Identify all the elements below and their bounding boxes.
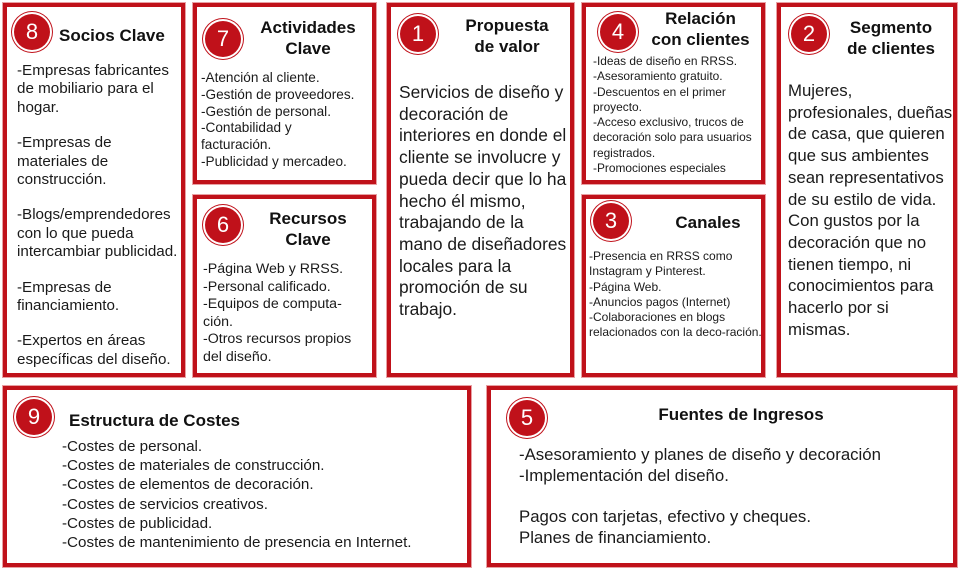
list-item: -Promociones especiales [593, 161, 726, 176]
segmento-clientes-title-line1: Segmento [849, 18, 933, 37]
relacion-clientes-title-line2: con clientes [651, 30, 750, 49]
propuesta-valor-number-badge: 1 [400, 16, 436, 52]
fuentes-ingresos-title: Fuentes de Ingresos [658, 405, 824, 424]
recursos-clave-title [249, 208, 367, 250]
socios-clave-list [17, 62, 183, 369]
relacion-clientes-title-line1: Relación [665, 9, 736, 28]
segmento-clientes-title-line2: de clientes [847, 39, 935, 58]
list-item: -Contabilidad y facturación. [201, 120, 292, 153]
list-item: -Acceso exclusivo, trucos de decoración solo para usuarios registrados. [593, 115, 752, 160]
actividades-clave-list [201, 70, 373, 171]
socios-clave-title: Socios Clave [59, 26, 165, 45]
list-item: -Ideas de diseño en RRSS. [593, 54, 738, 68]
propuesta-valor-box [387, 3, 574, 377]
list-item: -Gestión de proveedores. [201, 86, 355, 102]
propuesta-valor-text: Servicios de diseño y decoración de interiores en donde el cliente se involucre y pueda decir que lo ha hecho él mismo, trabajando de la mano de diseñadores locales para la promoción de su trabajo. [399, 82, 567, 320]
actividades-clave-box [193, 3, 376, 184]
recursos-clave-title-line1: Recursos [269, 209, 347, 228]
actividades-clave-title-line2: Clave [285, 39, 331, 58]
list-item: -Costes de mantenimiento de presencia en Internet. [62, 534, 412, 552]
segmento-clientes-box [777, 3, 957, 377]
recursos-clave-number-badge: 6 [205, 207, 241, 243]
list-item: -Asesoramiento gratuito. [593, 69, 723, 84]
actividades-clave-title-line1: Actividades [260, 18, 356, 37]
recursos-clave-list [203, 261, 371, 366]
list-item: -Costes de servicios creativos. [62, 495, 268, 513]
relacion-clientes-number-badge: 4 [600, 14, 636, 50]
estructura-costes-number-badge: 9 [16, 399, 52, 435]
socios-clave-box [3, 3, 185, 377]
recursos-clave-title-line2: Clave [285, 230, 331, 249]
list-item: -Personal calificado. [203, 278, 331, 295]
estructura-costes-list [62, 437, 468, 552]
canales-number-badge: 3 [593, 203, 629, 239]
propuesta-valor-title [451, 15, 563, 57]
list-item: -Asesoramiento y planes de diseño y decoración [519, 445, 881, 464]
list-item: -Atención al cliente. [201, 70, 320, 85]
list-item: -Empresas de financiamiento. [17, 278, 120, 315]
list-item: -Empresas fabricantes de mobiliario para el hogar. [17, 62, 169, 116]
fuentes-ingresos-number-badge: 5 [509, 400, 545, 436]
list-item: -Costes de materiales de construcción. [62, 457, 325, 475]
relacion-clientes-title [638, 8, 763, 50]
list-item: -Página Web. [589, 279, 662, 294]
list-item: -Empresas de materiales de construcción. [17, 134, 112, 189]
list-item: Pagos con tarjetas, efectivo y cheques. [519, 507, 811, 526]
list-item: -Presencia en RRSS como Instagram y Pinterest. [589, 249, 733, 279]
recursos-clave-box [193, 195, 376, 377]
list-item: -Costes de elementos de decoración. [62, 476, 314, 494]
list-item: -Gestión de personal. [201, 103, 331, 119]
estructura-costes-box [3, 386, 471, 567]
list-item: -Blogs/emprendedores con lo que pueda intercambiar publicidad. [17, 206, 178, 261]
canales-box [582, 195, 765, 377]
propuesta-valor-title-line1: Propuesta [465, 16, 549, 35]
relacion-clientes-list [593, 54, 763, 176]
list-item: -Costes de publicidad. [62, 514, 213, 532]
actividades-clave-title [249, 17, 367, 59]
list-item: Planes de financiamiento. [519, 527, 712, 547]
fuentes-ingresos-list [519, 445, 955, 548]
socios-clave-number-badge: 8 [14, 14, 50, 50]
list-item: -Anuncios pagos (Internet) [589, 294, 731, 309]
fuentes-ingresos-box [487, 386, 957, 567]
canales-list [589, 249, 763, 341]
estructura-costes-title: Estructura de Costes [69, 411, 240, 430]
list-item: -Página Web y RRSS. [203, 261, 344, 277]
list-item: -Colaboraciones en blogs relacionados con la deco-ración. [589, 310, 762, 340]
list-item: -Expertos en áreas específicas del diseño. [17, 332, 171, 368]
canales-title: Canales [675, 213, 741, 232]
list-item: -Otros recursos propios del diseño. [203, 331, 352, 365]
segmento-clientes-text: Mujeres, profesionales, dueñas de casa, que quieren que sus ambientes sean representativos de su estilo de vida. Con gustos por la decoración que no tienen tiempo, ni conocimientos para hacerlo por si mismas. [788, 81, 953, 339]
list-item: -Descuentos en el primer proyecto. [593, 84, 726, 114]
propuesta-valor-title-line2: de valor [474, 37, 540, 56]
list-item: -Implementación del diseño. [519, 465, 729, 485]
segmento-clientes-title [833, 17, 949, 59]
segmento-clientes-number-badge: 2 [791, 16, 827, 52]
relacion-clientes-box [582, 3, 765, 184]
list-item: -Costes de personal. [62, 438, 203, 455]
list-item: -Equipos de computa-ción. [203, 296, 342, 330]
list-item: -Publicidad y mercadeo. [201, 153, 347, 169]
actividades-clave-number-badge: 7 [205, 21, 241, 57]
